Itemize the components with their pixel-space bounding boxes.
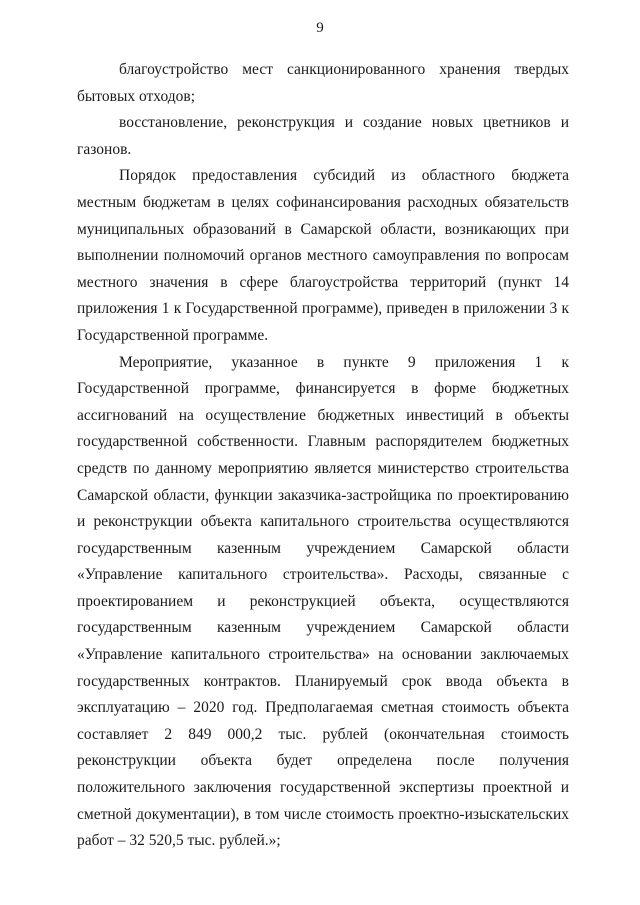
- paragraph-waste-storage: благоустройство мест санкционированного хранения твердых бытовых отходов;: [77, 61, 569, 105]
- paragraph-capital-construction: Мероприятие, указанное в пункте 9 приложения 1 к Государственной программе, финансируется в форме бюджетных ассигнований на осуществление бюджетных инвестиций в объекты государственной собственности. Главным распорядителем бюджетных средств по данному мероприятию является министерство строительства Самарской области, функции заказчика-застройщика по проектированию и реконструкции объекта капитального строительства осуществляются государственным казенным учреждением Самарской области «Управление капитального строительства». Расходы, связанные с проектированием и реконструкцией объекта, осуществляются государственным казенным учреждением Самарской области «Управление капитального строительства» на основании заключаемых государственных контрактов. Планируемый срок ввода объекта в эксплуатацию – 2020 год. Предполагаемая сметная стоимость объекта составляет 2 849 000,2 тыс. рублей (окончательная стоимость реконструкции объекта будет определена после получения положительного заключения государственной экспертизы проектной и сметной документации), в том числе стоимость проектно-изыскательских работ – 32 520,5 тыс. рублей.»;: [77, 353, 569, 850]
- paragraph-flowerbeds: восстановление, реконструкция и создание новых цветников и газонов.: [77, 114, 569, 158]
- page-number: 9: [316, 20, 324, 36]
- paragraph-subsidies-procedure: Порядок предоставления субсидий из областного бюджета местным бюджетам в целях софинансирования расходных обязательств муниципальных образований в Самарской области, возникающих при выполнении полномочий органов местного самоуправления по вопросам местного значения в сфере благоустройства территорий (пункт 14 приложения 1 к Государственной программе), приведен в приложении 3 к Государственной программе.: [77, 167, 569, 344]
- document-body: [77, 57, 569, 855]
